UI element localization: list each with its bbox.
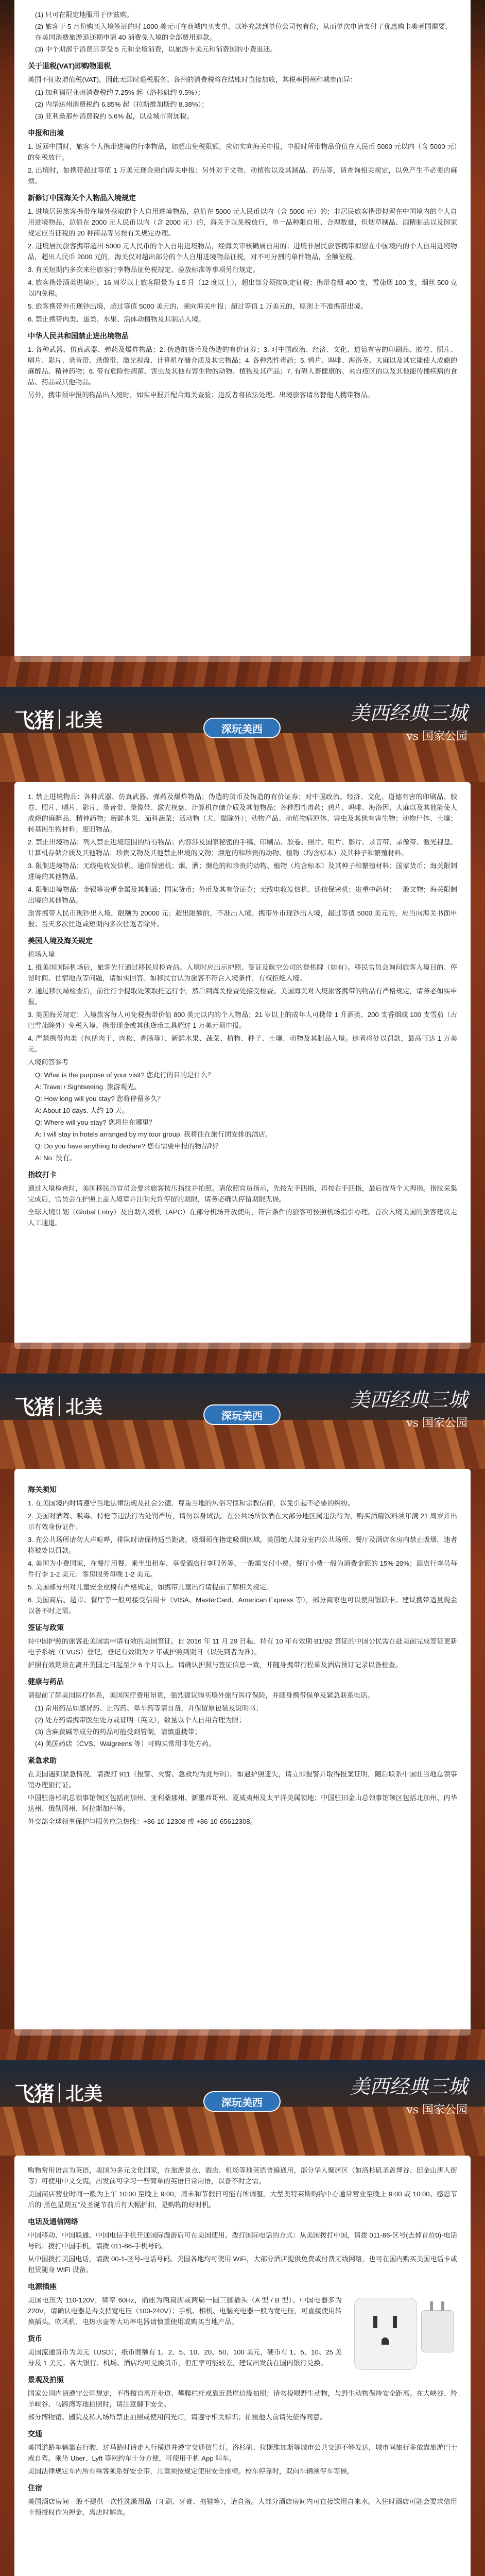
list-item: (1) 加利福尼亚州消费税约 7.25% 起（洛杉矶约 9.5%）； bbox=[35, 89, 204, 96]
paragraph: 3. 有关短期内多次来往旅客行李物品征免税规定、验放标准等事项另行规定。 bbox=[28, 266, 259, 274]
list-item: (1) 只可在限定地服用于伊兹购。 bbox=[35, 11, 134, 19]
section-heading: 电话及通信网络 bbox=[28, 2217, 78, 2226]
page-section bbox=[0, 687, 485, 1374]
section-heading: 货币 bbox=[28, 2334, 42, 2343]
paragraph: 4. 旅客携带酒类进境时，16 周岁以上旅客限量为 1.5 升（12 度以上），超出部分须按规定征税；携带卷烟 400 支，雪茄烟 100 支，烟丝 500 克以内免税。 bbox=[28, 279, 457, 297]
section-heading: 交通 bbox=[28, 2430, 42, 2438]
list-item: A: Travel / Sightseeing. 旅游观光。 bbox=[35, 1083, 141, 1091]
outlet-faceplate bbox=[354, 2298, 417, 2370]
paragraph: 中国驻洛杉矶总领事馆领区包括南加州、亚利桑那州、新墨西哥州、夏威夷州及太平洋美属领地；中国驻旧金山总领事馆领区包括北加州、内华达州、俄勒冈州、阿拉斯加州等。 bbox=[28, 1794, 457, 1812]
slogan-main: 美西经典三城 bbox=[350, 1388, 467, 1411]
list-item: Q: Do you have anything to declare? 您有需要申报的物品吗？ bbox=[35, 1142, 222, 1150]
logo-divider bbox=[59, 709, 60, 729]
content-card bbox=[14, 782, 471, 1349]
section-heading: 健康与药品 bbox=[28, 1677, 64, 1686]
banner-header bbox=[0, 687, 485, 782]
paragraph: 外交部全球领事保护与服务应急热线：+86-10-12308 或 +86-10-65612308。 bbox=[28, 1818, 257, 1825]
list-item: (2) 处方药请携带医生处方或证明（英文），数量以个人自用合理为限； bbox=[35, 1716, 246, 1724]
section-heading: 中华人民共和国禁止进出境物品 bbox=[28, 332, 129, 340]
section-heading: 美国人境及海关规定 bbox=[28, 937, 93, 945]
slogan-sub: vs 国家公园 bbox=[406, 2104, 467, 2116]
paragraph: 通过入境检查时，美国移民局官员会要求旅客按压指纹并拍照。请依照官员指示，先按左手四指，再按右手四指，最后按两个大拇指。指纹采集完成后，官员会在护照上盖入境章并注明允许停留的期限，请务必确认停留期限无误。 bbox=[28, 1184, 457, 1203]
slogan-main: 美西经典三城 bbox=[350, 702, 467, 724]
section-heading: 景观及拍照 bbox=[28, 2376, 64, 2384]
region-label: 北美 bbox=[65, 1396, 103, 1417]
paragraph: 购物常用语言为英语，美国为多元文化国家，在旅游景点、酒店、机场等地英语普遍通用，部分华人聚居区（如洛杉矶圣盖博谷、旧金山唐人街等）可使用中文交流。出发前可学习一些简单的英语日常用语，以备不时之需。 bbox=[28, 2166, 457, 2185]
paragraph: 护照有效期须在离开美国之日起至少 6 个月以上。请确认护照与签证信息一致，并随身携带行程单及酒店预订记录以备检查。 bbox=[28, 1661, 402, 1669]
paragraph: 2. 通过移民局检查后，前往行李提取处领取托运行李，然后到海关检查处接受检查。美国海关对入境旅客携带的物品有严格规定，请务必如实申报。 bbox=[28, 987, 457, 1006]
list-item: (1) 常用药品如感冒药、止泻药、晕车药等请自备，并保留原包装及说明书； bbox=[35, 1704, 263, 1712]
slogan bbox=[350, 697, 467, 743]
paragraph: 美国商店营业时间一般为上午 10:00 至晚上 9:00，周末和节假日可能有所调整。大型奥特莱斯购物中心通常营业至晚上 9:00 或 10:00。感恩节后的“黑色星期五”及圣诞节前后有大幅折扣，是购物的好时机。 bbox=[28, 2190, 457, 2209]
paragraph: 美国不征收增值税(VAT)，因此无即时退税服务。各州的消费税将在结账时直接加收，其税率因州和城市而异： bbox=[28, 76, 357, 83]
paragraph: 1. 进境居民旅客携带在境外获取的个人自用进境物品，总值在 5000 元人民币以内（含 5000 元）的；非居民旅客携带拟留在中国境内的个人自用进境物品，总值在 2000 元人民币以内（含 2000 元）的，海关予以免税放行，单一品种限自用、合理数量，但烟草制品、酒精制品以及国家规定应当征税的 20 种商品等另按有关规定办理。 bbox=[28, 208, 457, 237]
list-item: A: I will stay in hotels arranged by my tour group. 我将住在旅行团安排的酒店。 bbox=[35, 1130, 272, 1138]
paragraph: 1. 返回中国时，旅客个人携带进境的行李物品，如超出免税限额，应如实向海关申报，申报时所带物品价值在人民币 5000 元以内（含 5000 元）的免税放行。 bbox=[28, 143, 457, 161]
section-heading: 指纹打卡 bbox=[28, 1171, 57, 1179]
paragraph: 美国酒店房间一般不提供一次性洗漱用品（牙刷、牙膏、拖鞋等），请自备。大部分酒店房间内可直接饮用自来水。入住时酒店可能会要求信用卡预授权作为押金，离店时解冻。 bbox=[28, 2498, 457, 2516]
paragraph: 中国移动、中国联通、中国电信手机开通国际漫游后可在美国使用。拨打国际电话的方式：从美国拨打中国，请拨 011-86-区号(去掉首位0)-电话号码；拨打中国手机，请拨 011-86-手机号码。 bbox=[28, 2231, 457, 2250]
section-heading: 签证与政策 bbox=[28, 1623, 64, 1632]
logo-mark: 飞猪 bbox=[14, 1395, 54, 1419]
list-item: (3) 亚利桑那州消费税约 5.6% 起，以及城市附加税。 bbox=[35, 112, 194, 120]
paragraph: 部分博物馆、剧院及私人场所禁止拍照或使用闪光灯，请遵守相关标识；拍摄他人前请先征得同意。 bbox=[28, 2413, 327, 2421]
paragraph: 2. 进境居民旅客携带超出 5000 元人民币的个人自用进境物品，经海关审核确属自用的；进境非居民旅客携带拟留在中国境内的个人自用进境物品，超出人民币 2000 元的，海关仅对超出部分的个人自用进境物品征税，对不可分割的单件物品，全额征税。 bbox=[28, 242, 457, 261]
logo-mark: 飞猪 bbox=[14, 2082, 54, 2106]
list-item: Q: What is the purpose of your visit? 您此行的目的是什么？ bbox=[35, 1071, 215, 1079]
logo-mark: 飞猪 bbox=[14, 708, 54, 733]
content-card bbox=[14, 1469, 471, 2036]
paragraph: 持中国护照的旅客赴美国需申请有效的美国签证。自 2016 年 11 月 29 日起，持有 10 年有效期 B1/B2 签证的中国公民需在赴美前完成签证更新电子系统（EVUS）登记，登记有效期为 2 年或护照到期日（以先到者为准）。 bbox=[28, 1637, 457, 1656]
paragraph: 3. 限制进境物品：无线电收发信机、通信保密机；烟、酒；濒危的和珍贵的动物、植物（均含标本）及其种子和繁殖材料；国家货币；海关限制进境的其他物品。 bbox=[28, 862, 457, 880]
tour-name-badge: 深玩美西 bbox=[203, 2091, 281, 2112]
section-heading: 住宿 bbox=[28, 2484, 42, 2492]
list-item: (2) 旅客于 5 月份购买入境签证的时 1000 美元可在商城内买支单、以补充款到单位公司包有份，从而单次申请支付了优惠购卡美者国需要，在美国消费旅游退还期申请 40 消费免入境的全部费用退款。 bbox=[35, 23, 452, 41]
paragraph: 3. 美国海关规定：入境旅客每人可免税携带价值 800 美元以内的个人物品；21 岁以上的成年人可携带 1 升酒类、200 支香烟或 100 支雪茄（古巴雪茄除外）免税入境。携带现金或其他货币工具超过 1 万美元须申报。 bbox=[28, 1011, 457, 1029]
banner-header bbox=[0, 1374, 485, 1469]
paragraph: 全球入境计划（Global Entry）及自助入境机（APC）在部分机场开放使用，符合条件的旅客可按照机场指引办理。首次入境美国的旅客建议走人工通道。 bbox=[28, 1208, 457, 1227]
power-outlet-image bbox=[349, 2295, 457, 2372]
list-item: (4) 美国药店（CVS、Walgreens 等）可购买常用非处方药。 bbox=[35, 1740, 216, 1748]
slogan bbox=[350, 2071, 467, 2117]
paragraph: 4. 限制出境物品：金银等贵重金属及其制品；国家货币；外币及其有价证券；无线电收发信机、通信保密机；贵重中药材；一般文物；海关限制出境的其他物品。 bbox=[28, 886, 457, 904]
logo-divider bbox=[59, 2083, 60, 2103]
list-item: (3) 含麻黄碱等成分的药品可能受到管制，请慎重携带； bbox=[35, 1728, 202, 1736]
paragraph: 美国道路车辆靠右行驶，过马路时请走人行横道并遵守交通信号灯。洛杉矶、拉斯维加斯等城市公共交通不够发达，城市间旅行多依靠旅游巴士或自驾。乘坐 Uber、Lyft 等网约车十分方便，可使用手机 App 叫车。 bbox=[28, 2444, 457, 2462]
paragraph: 4. 美国为小费国家，在餐厅用餐、乘坐出租车、享受酒店行李服务等，一般需支付小费。餐厅小费一般为消费金额的 15%-20%；酒店行李员每件行李 1-2 美元；客房服务每晚 1-2 美元。 bbox=[28, 1560, 457, 1578]
content-card bbox=[14, 0, 471, 662]
paragraph: 从中国拨打美国电话，请拨 00-1-区号-电话号码。美国各地均可使用 WiFi，大部分酒店提供免费或付费无线网络，也可在国内购买美国电话卡或租赁随身 WiFi 设备。 bbox=[28, 2255, 457, 2274]
paragraph: 1. 在美国境内时请遵守当地法律法规及社会公德，尊重当地的风俗习惯和宗教信仰，以免引起不必要的纠纷。 bbox=[28, 1499, 355, 1507]
paragraph: 入境问答参考 bbox=[28, 1058, 69, 1066]
brand-logo bbox=[14, 2078, 102, 2107]
paragraph: 5. 旅客携带外币现钞出境，超过等值 5000 美元的，须向海关申报；超过等值 1 万美元的，原则上不准携带出境。 bbox=[28, 302, 368, 310]
section-heading: 关于退税(VAT)即购物退税 bbox=[28, 62, 111, 70]
page-section bbox=[0, 0, 485, 687]
region-label: 北美 bbox=[65, 709, 103, 731]
region-label: 北美 bbox=[65, 2083, 103, 2104]
list-item: A: No. 没有。 bbox=[35, 1154, 76, 1162]
paragraph: 旅客携带人民币现钞出入境，限额为 20000 元；超出限额的，不准出入境。携带外币现钞出入境，超过等值 5000 美元的，应当向海关书面申报；当天多次往返或短期内多次往返者除外。 bbox=[28, 909, 457, 928]
paragraph: 2. 美国对酒驾、吸毒、持枪等违法行为处罚严厉，请勿以身试法。在公共场所饮酒在大部分地区属违法行为，购买酒精饮料须年满 21 周岁并出示有效身份证件。 bbox=[28, 1512, 457, 1531]
brand-logo bbox=[14, 1391, 102, 1420]
paragraph: 2. 出境时，如携带超过等值 1 万美元现金须向海关申报；另外对于文物、动植物以及其制品、药品等，请查询相关规定，以免产生不必要的麻烦。 bbox=[28, 166, 457, 185]
page-section bbox=[0, 2060, 485, 2576]
paragraph: 另外，携带须申报的物品出入境时，如实申报并配合海关查验；违反者将依法处理。出境旅客请勿替他人携带物品。 bbox=[28, 391, 374, 399]
paragraph: 4. 严禁携带肉类（包括肉干、肉松、香肠等）、新鲜水果、蔬菜、植物、种子、土壤、动物及其制品入境。违者将处以罚款，最高可达 1 万美元。 bbox=[28, 1035, 457, 1053]
outlet-slot bbox=[373, 2316, 377, 2328]
list-item: Q: How long will you stay? 您将停留多久？ bbox=[35, 1095, 164, 1103]
paragraph: 1. 各种武器、仿真武器、弹药及爆炸物品；2. 伪造的货币及伪造的有价证券；3. 对中国政治、经济、文化、道德有害的印刷品、胶卷、照片、唱片、影片、录音带、录像带、激光视盘、计算机存储介质及其它物品；4. 各种烈性毒药；5. 鸦片、吗啡、海洛英、大麻以及其它能使人成瘾的麻醉品、精神药物；6. 带有危险性病菌、害虫及其他有害生物的动物、植物及其产品；7. 有碍人畜健康的、来自疫区的以及其他能传播疾病的食品、药品或其他物品。 bbox=[28, 346, 457, 386]
plug-pin bbox=[441, 2301, 444, 2311]
slogan-sub: vs 国家公园 bbox=[406, 1417, 467, 1430]
paragraph: 请提前了解美国医疗体系，美国医疗费用昂贵，强烈建议购买境外旅行医疗保险，并随身携带保单及紧急联系电话。 bbox=[28, 1691, 374, 1699]
list-item: A: About 10 days. 大约 10 天。 bbox=[35, 1107, 129, 1114]
slogan-main: 美西经典三城 bbox=[350, 2075, 467, 2098]
section-heading: 新修订中国海关个人物品入境规定 bbox=[28, 194, 136, 202]
brand-logo bbox=[14, 704, 102, 734]
section-heading: 电源插座 bbox=[28, 2282, 57, 2291]
plug-pin bbox=[430, 2301, 433, 2311]
logo-divider bbox=[59, 1396, 60, 1416]
paragraph: 3. 在公共场所请勿大声喧哗，排队时请保持适当距离，吸烟须在指定吸烟区域。美国绝大部分室内公共场所、餐厅及酒店客房内禁止吸烟，违者将被处以罚款。 bbox=[28, 1536, 457, 1554]
page-section bbox=[0, 1374, 485, 2060]
list-item: (2) 内华达州消费税约 6.85% 起（拉斯维加斯约 8.38%）； bbox=[35, 100, 209, 108]
tour-name-badge: 深玩美西 bbox=[203, 718, 281, 738]
paragraph: 2. 禁止出境物品：列入禁止进境范围的所有物品；内容涉及国家秘密的手稿、印刷品、胶卷、照片、唱片、影片、录音带、录像带、激光视盘、计算机存储介质及其他物品；珍贵文物及其他禁止出境的文物；濒危的和珍贵的动物、植物（均含标本）及其种子和繁殖材料。 bbox=[28, 838, 457, 857]
paragraph: 美国流通货币为美元（USD），纸币面额有 1、2、5、10、20、50、100 美元，硬币有 1、5、10、25 美分及 1 美元。各大银行、机场、酒店均可兑换货币，但汇率可能较差，建议出发前在国内银行兑换。 bbox=[28, 2348, 342, 2367]
banner-header bbox=[0, 2060, 485, 2156]
paragraph: 5. 美国部分州对儿童安全座椅有严格规定，如携带儿童出行请提前了解相关规定。 bbox=[28, 1583, 273, 1591]
section-heading: 海关须知 bbox=[28, 1485, 57, 1494]
slogan bbox=[350, 1384, 467, 1430]
outlet-ground-hole bbox=[382, 2337, 389, 2345]
section-heading: 紧急求助 bbox=[28, 1756, 57, 1765]
list-item: Q: Where will you stay? 您将住在哪里？ bbox=[35, 1118, 156, 1126]
section-heading: 申报和出境 bbox=[28, 129, 64, 137]
paragraph: 在美国遇到紧急情况，请拨打 911（报警、火警、急救均为此号码）。如遇护照遗失，请立即报警并取得报案证明，随后联系中国驻当地总领事馆办理旅行证。 bbox=[28, 1770, 457, 1789]
adapter-plug-icon bbox=[421, 2310, 454, 2352]
list-item: (3) 中个期部于消费后享受 5 元和全境消费，以旅游卡美元和消费国的小费退还。 bbox=[35, 45, 277, 53]
outlet-slot bbox=[393, 2316, 397, 2328]
paragraph: 1. 抵美国国际机场后，旅客先行通过移民局检查站。入境时应出示护照、签证及航空公司的登机牌（如有）。移民官员会询问旅客入境目的、停留时间、住宿地点等问题，请如实回答。如移民官认为旅客不符合入境条件，有权拒绝入境。 bbox=[28, 963, 457, 982]
paragraph: 6. 禁止携带肉类、蛋类、水果、活体动植物及其制品入境。 bbox=[28, 315, 205, 323]
paragraph: 1. 禁止进境物品：各种武器、仿真武器、弹药及爆炸物品；伪造的货币及伪造的有价证券；对中国政治、经济、文化、道德有害的印刷品、胶卷、照片、唱片、影片、录音带、录像带、激光视盘、计算机存储介质及其他物品；各种烈性毒药；鸦片、吗啡、海洛因、大麻以及其他能使人成瘾的麻醉品、精神药物；新鲜水果、茄科蔬菜；活动物（犬、猫除外）；动物产品、动植物病原体、害虫及其他有害生物；动物尸体、土壤；转基因生物材料；废旧物品。 bbox=[28, 793, 457, 833]
slogan-sub: vs 国家公园 bbox=[406, 730, 467, 743]
paragraph: 6. 美国商店、超市、餐厅等一般可接受信用卡（VISA、MasterCard、American Express 等），部分商家也可以使用银联卡。建议携带适量现金以备不时之需。 bbox=[28, 1596, 457, 1615]
paragraph: 机场入境 bbox=[28, 951, 55, 958]
content-card bbox=[14, 2156, 471, 2576]
paragraph: 国家公园内请遵守公园规定，不得擅自离开步道、攀爬栏杆或靠近悬崖边缘拍照；请勿投喂野生动物，与野生动物保持安全距离。在大峡谷、羚羊峡谷、马蹄湾等地拍照时，请注意脚下安全。 bbox=[28, 2389, 457, 2408]
paragraph: 美国法律规定车内所有乘客须系好安全带，儿童须按规定使用安全座椅。校车停靠时，双向车辆须停车等候。 bbox=[28, 2467, 354, 2475]
tour-name-badge: 深玩美西 bbox=[203, 1404, 281, 1425]
paragraph: 美国电压为 110-120V，频率 60Hz，插座为两扁脚或两扁一圆三脚插头（A 型 / B 型）。中国电器多为 220V，请确认电器是否支持宽电压（100-240V）；手机、相机、电脑充电器一般为宽电压，可直接使用转换插头。吹风机、电热水壶等大功率电器请慎重使用或购买当地产品。 bbox=[28, 2296, 342, 2326]
